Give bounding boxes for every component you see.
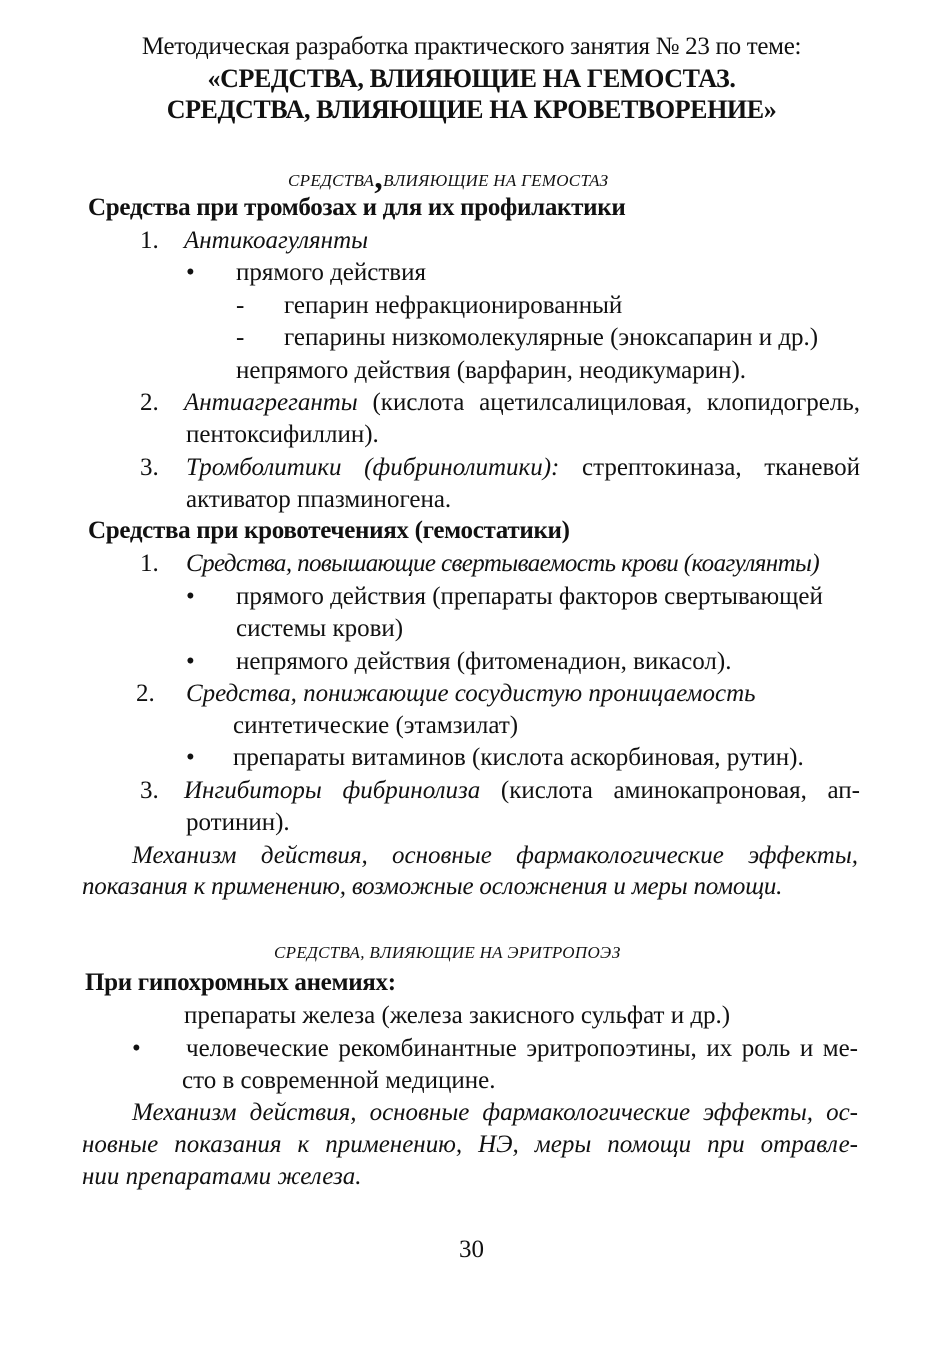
section-1-subtitle [288,159,609,196]
bullet-marker: • [186,259,195,286]
subtitle-part-b: ВЛИЯЮЩИЕ НА ГЕМОСТАЗ [383,171,609,190]
list-item-continuation: ротинин). [186,809,290,836]
dash-marker: - [236,292,245,319]
mechanism-note-line-2: показания к применению, возможные осложнения и меры помощи. [82,873,783,900]
mechanism-note-line-3: нии препаратами железа. [82,1163,362,1190]
section-2-subtitle: СРЕДСТВА, ВЛИЯЮЩИЕ НА ЭРИТРОПОЭЗ [274,943,621,962]
page-number: 30 [459,1236,484,1263]
item-title-fibrinolysis-inhibitors: Ингибиторы фибринолиза [184,777,481,804]
list-item-continuation: системы крови) [236,615,404,642]
heading-thrombosis: Средства при тромбозах и для их профилактики [88,194,626,221]
item-title-thrombolytics: Тромболитики (фибринолитики): [186,454,560,481]
list-item: синтетические (этамзилат) [233,712,519,739]
list-item: препараты витаминов (кислота аскорбиновая, рутин). [233,744,804,771]
header-line-1: Методическая разработка практического занятия № 23 по теме: [141,33,802,60]
list-item: гепарины низкомолекулярные (эноксапарин и др.) [284,324,819,351]
list-item-continuation: сто в современной медицине. [182,1067,496,1094]
heading-anemia: При гипохромных анемиях: [85,969,396,996]
bullet-marker: • [186,583,195,610]
list-item [184,389,860,417]
list-number: 3. [140,454,159,481]
subtitle-comma: , [374,159,384,196]
mechanism-note-line-2: новные показания к применению, НЭ, меры помощи при отравле- [82,1131,858,1158]
item-text: стрептокиназа, тканевой [559,454,860,481]
list-item: непрямого действия (фитоменадион, викасол). [236,648,732,675]
item-title-permeability: Средства, понижающие сосудистую проницаемость [186,680,756,707]
header-line-2: «СРЕДСТВА, ВЛИЯЮЩИЕ НА ГЕМОСТАЗ. [207,64,736,93]
list-item: прямого действия [236,259,426,286]
list-number: 2. [136,680,155,707]
mechanism-note-line-1: Механизм действия, основные фармакологические эффекты, [132,842,858,869]
list-item: гепарин нефракционированный [284,292,623,319]
item-title-coagulants: Средства, повышающие свертываемость крови (коагулянты) [186,550,820,577]
list-item [186,454,860,482]
header-line-3: СРЕДСТВА, ВЛИЯЮЩИЕ НА КРОВЕТВОРЕНИЕ» [166,95,777,124]
list-item-continuation: активатор ппазминогена. [186,486,452,513]
bullet-marker: • [186,744,195,771]
item-title-anticoagulants: Антикоагулянты [184,227,369,254]
bullet-marker: • [186,648,195,675]
list-item: прямого действия (препараты факторов свертывающей [236,583,823,610]
list-item [184,777,860,805]
list-item: препараты железа (железа закисного сульфат и др.) [184,1002,731,1029]
dash-marker: - [236,324,245,351]
subtitle-part-a: СРЕДСТВА [288,171,375,190]
list-number: 2. [140,389,159,416]
mechanism-note-line-1: Механизм действия, основные фармакологические эффекты, ос- [132,1099,858,1126]
list-item: человеческие рекомбинантные эритропоэтины, их роль и ме- [186,1035,858,1062]
list-number: 3. [140,777,159,804]
list-number: 1. [140,550,159,577]
list-item-continuation: пентоксифиллин). [186,421,379,448]
heading-bleeding: Средства при кровотечениях (гемостатики) [88,517,570,544]
list-number: 1. [140,227,159,254]
item-text: (кислота аминокапроновая, ап- [480,777,860,804]
item-text: (кислота ацетилсалициловая, клопидогрель, [357,389,860,416]
list-item: непрямого действия (варфарин, неодикумарин). [236,357,747,384]
bullet-marker: • [132,1035,141,1062]
item-title-antiaggregants: Антиагреганты [184,389,358,416]
